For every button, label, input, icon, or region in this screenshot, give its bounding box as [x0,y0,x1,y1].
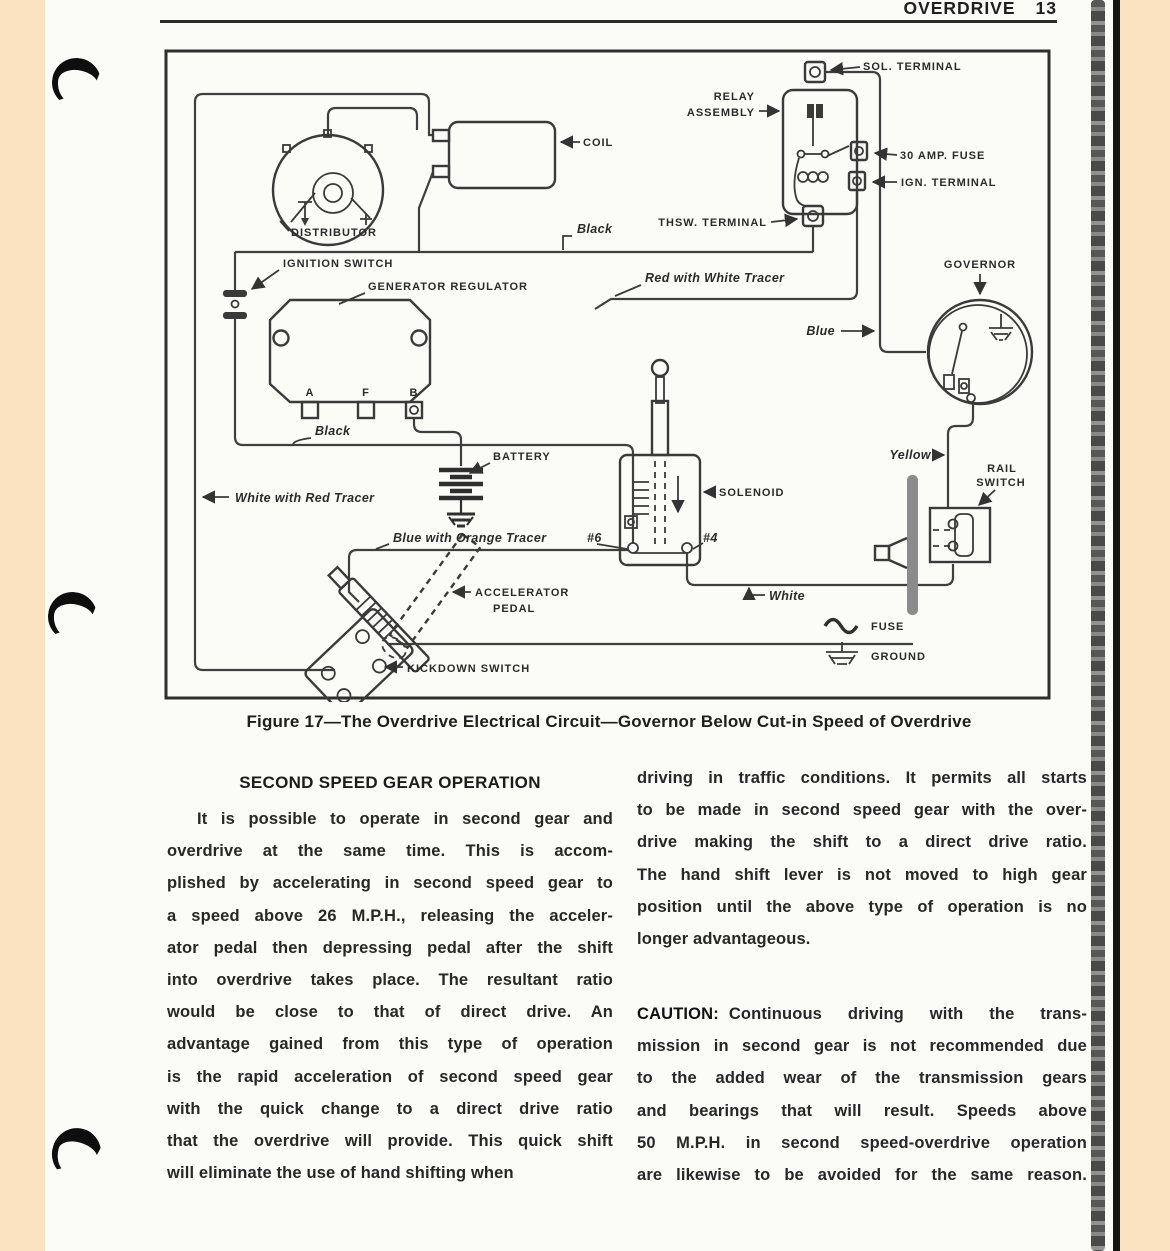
ignition-switch-symbol [223,290,247,319]
label-rail-line2: SWITCH [976,477,1026,489]
ignition-switch-arrow [252,270,279,289]
caution-first-text: Continuous driving with the trans- [728,1005,1087,1023]
text-line: are likewise to be avoided for the same reason. [637,1165,1087,1184]
text-line: overdrive at the same time. This is accom- [167,842,613,861]
label-kickdown-switch: KICKDOWN SWITCH [407,663,531,675]
label-yellow: Yellow [889,448,931,462]
caution-paragraph [637,998,1087,1191]
label-relay-line2: ASSEMBLY [686,107,755,119]
header-rule [160,20,1057,23]
black-top-leader [563,236,572,250]
text-line: a speed above 26 M.P.H., releasing the acceler- [167,906,613,925]
regulator-terminal-b: B [409,387,419,399]
label-coil: COIL [583,137,614,149]
text-line: drive making the shift to a direct drive ratio. [637,833,1087,852]
text-line: with the quick change to a direct drive ratio [167,1099,613,1118]
label-accelerator-line2: PEDAL [493,603,536,615]
white-leader [749,588,765,595]
red-white-leader [615,285,641,296]
page-header [645,0,1057,19]
label-num4: #4 [703,531,718,545]
label-solenoid: SOLENOID [719,487,785,499]
right-column [637,762,1087,955]
text-line: advantage gained from this type of operation [167,1035,613,1054]
text-line: longer advantageous. [637,929,811,948]
battery-symbol [439,470,483,526]
label-distributor: DISTRIBUTOR [291,227,377,239]
text-line: will eliminate the use of hand shifting when [167,1164,514,1183]
text-line: and bearings that will result. Speeds above [637,1101,1087,1120]
text-line: The hand shift lever is not moved to high gear [637,865,1087,884]
thsw-terminal-arrow [771,219,797,222]
sol-terminal-arrow [831,67,860,70]
text-line: would be close to that of direct drive. An [167,1003,613,1022]
binding-shadow [1091,0,1105,1251]
label-black-top: Black [577,222,613,236]
label-red-white-tracer: Red with White Tracer [645,271,785,285]
regulator-terminal-a: A [305,387,315,399]
label-governor: GOVERNOR [943,259,1017,271]
fuse-symbol [825,620,857,633]
label-ignition-switch: IGNITION SWITCH [283,258,394,270]
overdrive-circuit-diagram [163,46,1053,702]
generator-regulator-symbol [270,300,430,418]
accelerator-linkage-symbol [326,564,430,672]
text-line [637,998,1087,1030]
figure-caption: Figure 17—The Overdrive Electrical Circuit—Governor Below Cut-in Speed of Overdrive [246,712,972,731]
text-line: into overdrive takes place. The resultant ratio [167,970,613,989]
text-line: is the rapid acceleration of second speed gear [167,1067,613,1086]
label-generator-regulator: GENERATOR REGULATOR [368,281,528,293]
text-line: position until the above type of operation is no [637,897,1087,916]
text-line: plished by accelerating in second speed gear to [167,874,613,893]
black-bottom-leader [293,438,311,444]
label-ign-terminal: IGN. TERMINAL [901,177,997,189]
text-line: driving in traffic conditions. It permits all starts [637,769,1087,787]
rail-switch-symbol [875,475,990,615]
section-heading: SECOND SPEED GEAR OPERATION [239,773,541,792]
label-white-red-tracer: White with Red Tracer [235,491,375,505]
ground-symbol [826,642,858,664]
caution-label: CAUTION: [637,1005,719,1023]
label-battery: BATTERY [493,451,551,463]
text-line: ator pedal then depressing pedal after the shift [167,938,613,957]
blue-orange-leader [376,544,389,549]
label-legend-fuse: FUSE [871,621,905,633]
label-rail-line1: RAIL [987,463,1017,475]
regulator-leader [339,293,365,304]
text-line: that the overdrive will provide. This quick shift [167,1131,613,1150]
governor-symbol [928,300,1032,404]
relay-assembly-symbol [783,62,867,226]
text-line: to be made in second speed gear with the over- [637,801,1087,820]
page-paper [45,0,1115,1251]
label-accelerator-line1: ACCELERATOR [475,587,570,599]
num6-leader [597,544,627,549]
left-column [167,803,613,1189]
label-relay-line1: RELAY [713,91,755,103]
num4-leader [693,543,703,549]
fuse-arrow [875,153,897,155]
coil-symbol [433,122,555,188]
legend [825,620,858,665]
label-blue-orange-tracer: Blue with Orange Tracer [393,531,547,545]
text-line: It is possible to operate in second gear and [197,810,613,828]
label-legend-ground: GROUND [871,651,926,663]
label-num6: #6 [587,531,602,545]
label-thsw-terminal: THSW. TERMINAL [658,217,767,229]
regulator-terminal-f: F [362,387,370,399]
label-black-bottom: Black [315,424,351,438]
label-blue: Blue [806,324,835,338]
text-line: 50 M.P.H. in second speed-overdrive operation [637,1133,1087,1152]
label-sol-terminal: SOL. TERMINAL [863,61,962,73]
label-30amp-fuse: 30 AMP. FUSE [900,150,986,162]
text-line: mission in second gear is not recommended due [637,1037,1087,1056]
rail-switch-arrow [979,490,995,505]
header-title: OVERDRIVE [903,0,1016,18]
text-line: to the added wear of the transmission gears [637,1069,1087,1088]
label-white: White [769,589,806,603]
page-edge-rule [1113,0,1120,1251]
page-number: 13 [1035,0,1057,18]
